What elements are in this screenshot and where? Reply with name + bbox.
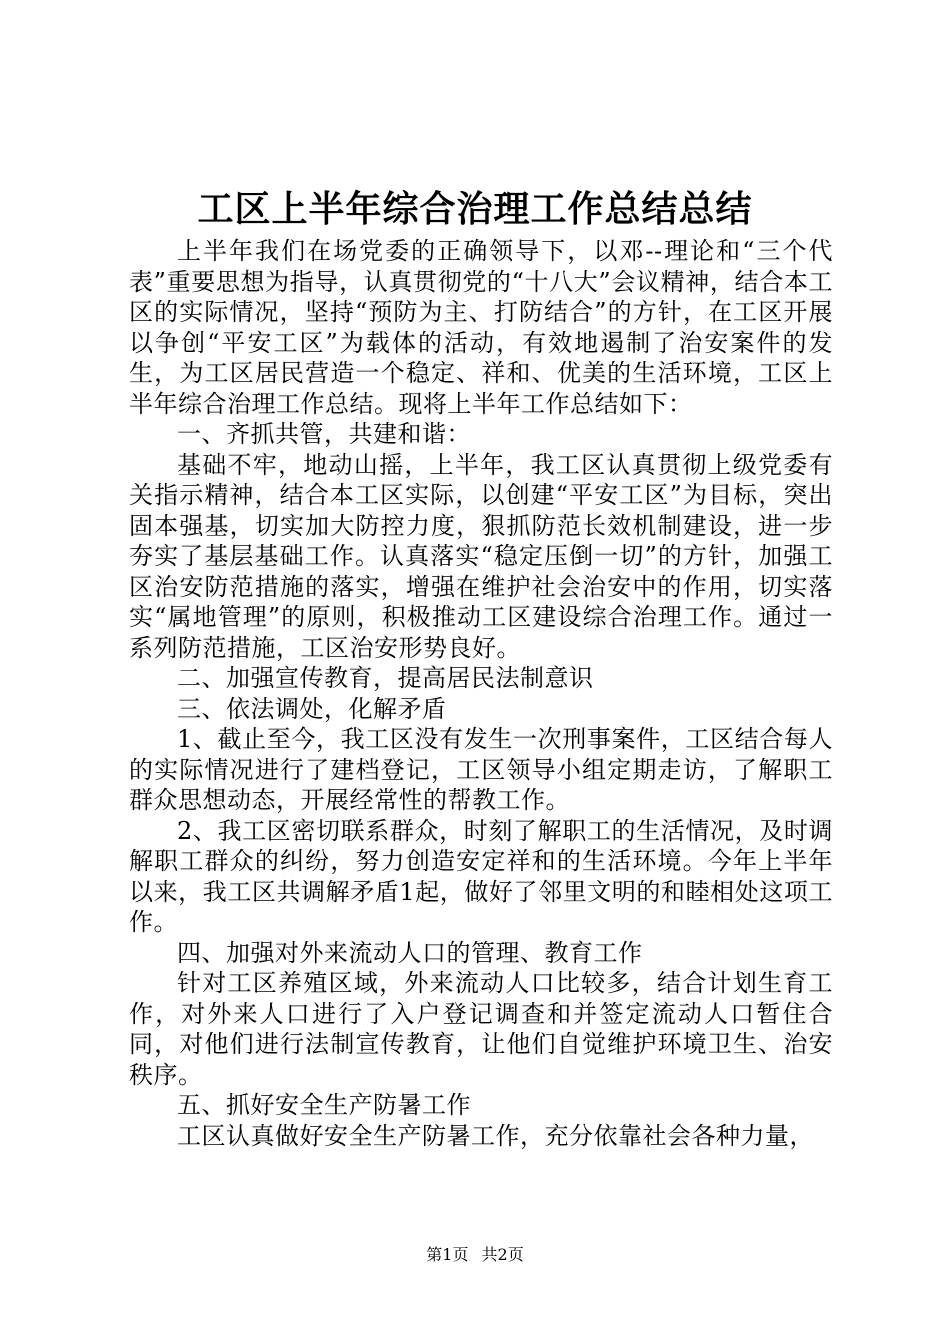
section-heading-3: 三、依法调处，化解矛盾 xyxy=(177,694,447,723)
paragraph-section-4: 针对工区养殖区域，外来流动人口比较多，结合计划生育工作，对外来人口进行了入户登记调查和并签定流动人口暂住合同，对他们进行法制宣传教育，让他们自觉维护环境卫生、治安秩序。 xyxy=(129,969,833,1089)
paragraph-section-1: 基础不牢，地动山摇，上半年，我工区认真贯彻上级党委有关指示精神，结合本工区实际，以创建“平安工区”为目标，突出固本强基，切实加大防控力度，狠抓防范长效机制建设，进一步夯实了基层基础工作。认真落实“稳定压倒一切”的方针，加强工区治安防范措施的落实，增强在维护社会治安中的作用，切实落实“属地管理”的原则，积极推动工区建设综合治理工作。通过一系列防范措施，工区治安形势良好。 xyxy=(129,450,833,662)
paragraph-section-5: 工区认真做好安全生产防暑工作，充分依靠社会各种力量， xyxy=(177,1121,814,1150)
document-title: 工区上半年综合治理工作总结总结 xyxy=(197,188,753,230)
section-heading-1: 一、齐抓共管，共建和谐： xyxy=(177,420,471,448)
page-number: 第1页 xyxy=(426,1245,469,1264)
section-heading-5: 五、抓好安全生产防暑工作 xyxy=(177,1091,471,1119)
paragraph-item-1: 1、截止至今，我工区没有发生一次刑事案件，工区结合每人的实际情况进行了建档登记，工区领导小组定期走访，了解职工群众思想动态，开展经常性的帮教工作。 xyxy=(129,725,833,814)
section-heading-4: 四、加强对外来流动人口的管理、教育工作 xyxy=(177,938,643,967)
section-heading-2: 二、加强宣传教育，提高居民法制意识 xyxy=(177,664,594,692)
page-footer xyxy=(0,1244,950,1266)
page-total: 共2页 xyxy=(481,1245,524,1264)
document-body xyxy=(129,236,833,1151)
paragraph-intro: 上半年我们在场党委的正确领导下，以邓--理论和“三个代表”重要思想为指导，认真贯彻党的“十八大”会议精神，结合本工区的实际情况，坚持“预防为主、打防结合”的方针，在工区开展以争创“平安工区”为载体的活动，有效地遏制了治安案件的发生，为工区居民营造一个稳定、祥和、优美的生活环境，工区上半年综合治理工作总结。现将上半年工作总结如下： xyxy=(129,237,833,418)
paragraph-item-2: 2、我工区密切联系群众，时刻了解职工的生活情况，及时调解职工群众的纠纷，努力创造安定祥和的生活环境。今年上半年以来，我工区共调解矛盾1起，做好了邻里文明的和睦相处这项工作。 xyxy=(129,816,833,936)
